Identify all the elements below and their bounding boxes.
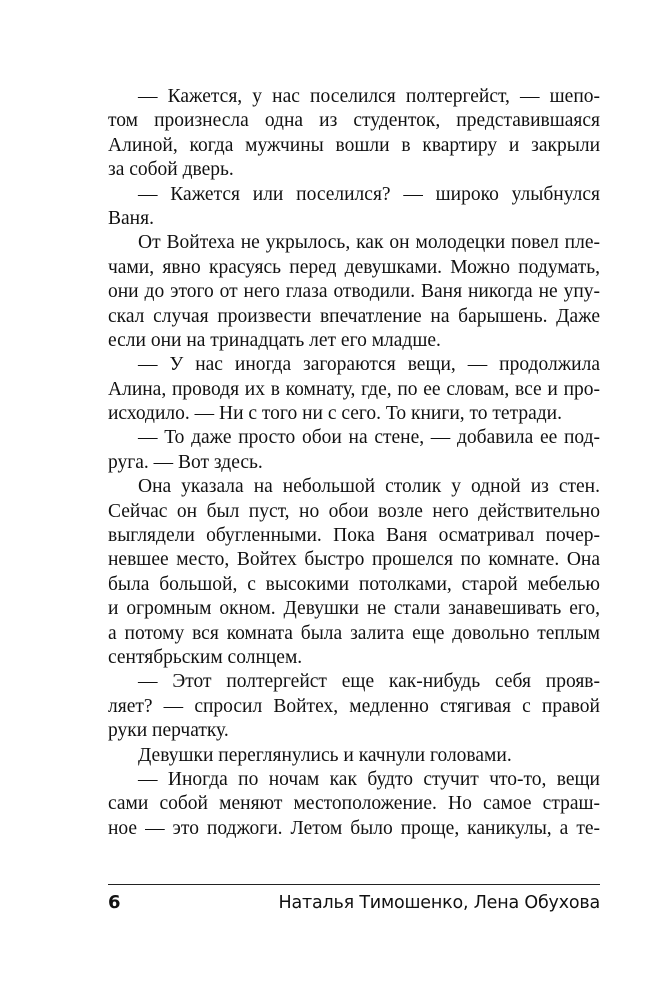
text-line: Алина, проводя их в комнату, где, по ее словам, все и про- — [108, 378, 600, 400]
body-text — [108, 85, 600, 841]
text-line: Она указала на небольшой столик у одной из стен. — [138, 476, 600, 498]
text-line: Ваня. — [108, 207, 154, 229]
text-line: — У нас иногда загораются вещи, — продолжила — [138, 354, 600, 376]
text-line: Алиной, когда мужчины вошли в квартиру и закрыли — [108, 134, 600, 156]
text-line: и огромным окном. Девушки не стали занавешивать его, — [108, 598, 600, 620]
page-footer — [108, 890, 600, 916]
text-line: Сейчас он был пуст, но обои возле него действительно — [108, 500, 600, 522]
text-line: — Кажется, у нас поселился полтергейст, — шепо- — [138, 86, 600, 107]
text-line: — То даже просто обои на стене, — добавила ее под- — [138, 427, 600, 449]
text-line: выглядели обугленными. Пока Ваня осматривал почер- — [108, 525, 600, 547]
text-line: ляет? — спросил Войтех, медленно стягивая с правой — [108, 695, 600, 717]
text-line: чами, явно красуясь перед девушками. Можно подумать, — [108, 256, 600, 278]
text-line: невшее место, Войтех быстро прошелся по комнате. Она — [108, 549, 600, 571]
footer-divider — [108, 884, 600, 885]
text-line: если они на тринадцать лет его младше. — [108, 329, 441, 351]
text-line: а потому вся комната была залита еще довольно теплым — [108, 622, 600, 644]
text-line: скал случая произвести впечатление на барышень. Даже — [108, 305, 600, 327]
text-line: за собой дверь. — [108, 159, 234, 181]
text-line: исходило. — Ни с того ни с сего. То книги, то тетради. — [108, 403, 562, 425]
page-number: 6 — [108, 892, 121, 913]
author-names: Наталья Тимошенко, Лена Обухова — [278, 893, 600, 913]
text-line: сами собой меняют местоположение. Но самое страш- — [108, 793, 600, 815]
text-line: Девушки переглянулись и качнули головами. — [138, 744, 512, 766]
text-line: была большой, с высокими потолками, старой мебелью — [108, 573, 600, 595]
text-line: — Этот полтергейст еще как-нибудь себя прояв- — [138, 671, 600, 693]
text-line: они до этого от него глаза отводили. Ваня никогда не упу- — [108, 281, 600, 303]
text-line: руки перчатку. — [108, 720, 229, 742]
text-line: ное — это поджоги. Летом было проще, каникулы, а те- — [108, 817, 600, 839]
text-line: том произнесла одна из студенток, представившаяся — [108, 110, 600, 132]
text-line: — Иногда по ночам как будто стучит что-то, вещи — [138, 768, 600, 790]
text-line: От Войтеха не укрылось, как он молодецки повел пле- — [138, 232, 600, 254]
text-line: сентябрьским солнцем. — [108, 646, 303, 668]
text-line: руга. — Вот здесь. — [108, 451, 263, 473]
text-line: — Кажется или поселился? — широко улыбнулся — [138, 183, 600, 205]
